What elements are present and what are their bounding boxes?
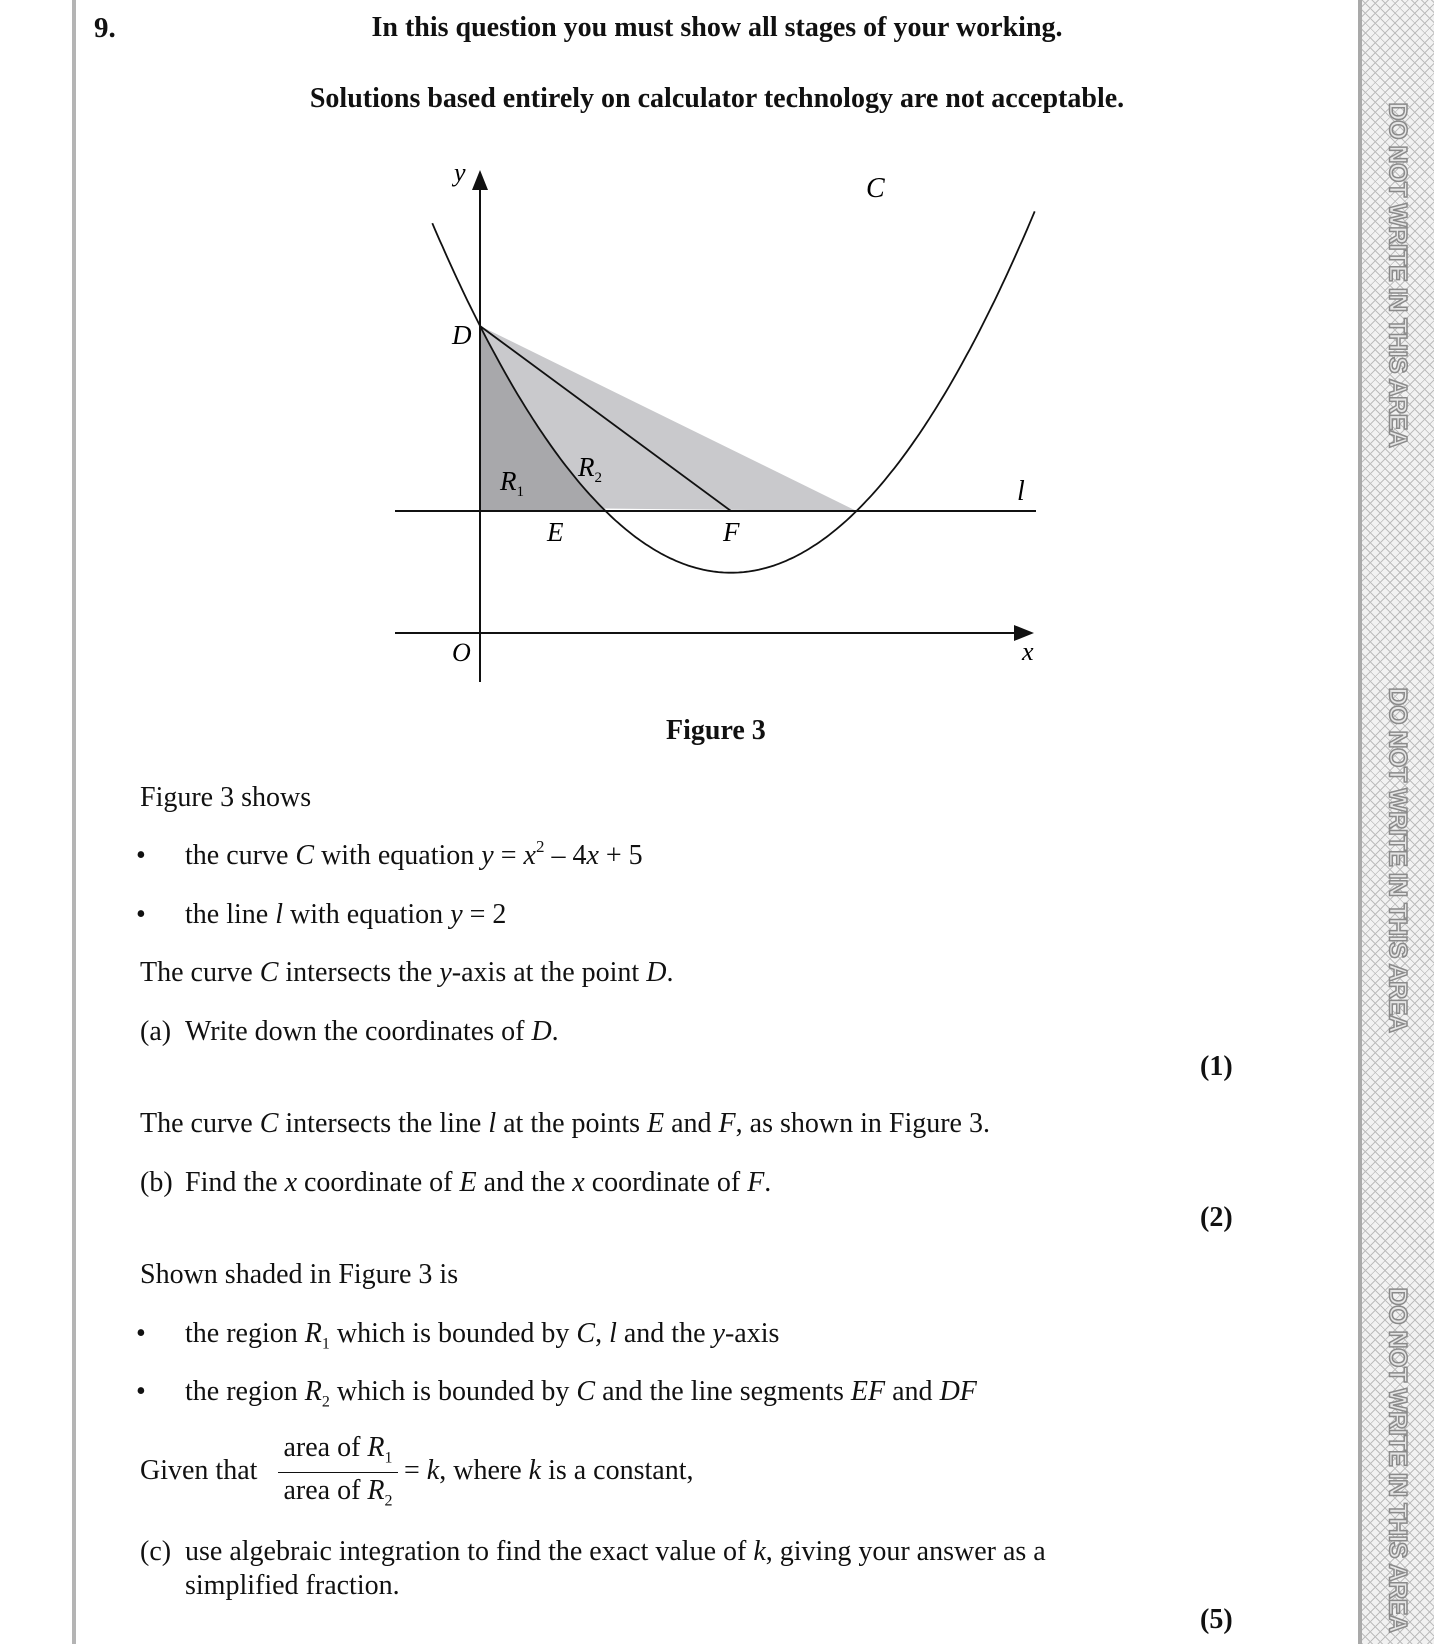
area-ratio-fraction [278, 1432, 398, 1510]
do-not-write-label: DO NOT WRITE IN THIS AREA [1383, 102, 1412, 448]
part-b-question: Find the x coordinate of E and the x coordinate of F. [185, 1167, 772, 1198]
point-d-label: D [452, 320, 472, 350]
figure-intro: Figure 3 shows [140, 782, 312, 813]
part-c-marks: (5) [1200, 1604, 1233, 1635]
region-r2-label: $R_2$ [578, 452, 602, 486]
y-axis-arrow [472, 170, 488, 190]
given-equals-k: = k, where k is a constant, [404, 1455, 694, 1486]
origin-label: O [452, 638, 471, 667]
region-r1-label: $R_1$ [500, 466, 524, 500]
y-axis-label: y [454, 158, 466, 187]
part-c-question-line2: simplified fraction. [185, 1570, 400, 1601]
given-that-label: Given that [140, 1455, 258, 1486]
intersect-ef-text: The curve C intersects the line l at the points E and F, as shown in Figure 3. [140, 1108, 990, 1139]
instruction-calculator: Solutions based entirely on calculator technology are not acceptable. [309, 83, 1125, 114]
part-b-label: (b) [140, 1167, 173, 1198]
intersect-d-text: The curve C intersects the y-axis at the point D. [140, 957, 674, 988]
bullet-region-r2: the region $R_2$ which is bounded by C and the line segments EF and DF [185, 1376, 977, 1411]
x-axis-label: x [1022, 637, 1034, 666]
bullet-dot: • [136, 899, 146, 930]
figure-caption: Figure 3 [666, 715, 766, 746]
point-f-label: F [723, 517, 740, 547]
line-l-label: l [1017, 476, 1025, 507]
question-number: 9. [94, 12, 116, 44]
part-b-marks: (2) [1200, 1202, 1233, 1233]
instruction-working: In this question you must show all stages of your working. [371, 12, 1063, 43]
shaded-intro: Shown shaded in Figure 3 is [140, 1259, 459, 1290]
bullet-region-r1: the region $R_1$ which is bounded by C, l and the y-axis [185, 1318, 780, 1353]
fraction-numerator: area of $R_1$ [278, 1432, 398, 1473]
bullet-line-equation: the line l with equation y = 2 [185, 899, 507, 930]
curve-c-label: C [866, 173, 885, 204]
bullet-dot: • [136, 1318, 146, 1349]
bullet-curve-equation: the curve C with equation $y = x^2 - 4x + 5$ [185, 837, 643, 871]
part-a-question: Write down the coordinates of D. [185, 1016, 559, 1047]
point-e-label: E [547, 517, 564, 547]
bullet-dot: • [136, 840, 146, 871]
fraction-denominator: area of $R_2$ [283, 1474, 393, 1510]
part-c-label: (c) [140, 1536, 172, 1567]
bullet-dot: • [136, 1376, 146, 1407]
part-c-question-line1: use algebraic integration to find the exact value of k, giving your answer as a [185, 1536, 1046, 1567]
part-a-label: (a) [140, 1016, 172, 1047]
do-not-write-label: DO NOT WRITE IN THIS AREA [1383, 1287, 1412, 1633]
part-a-marks: (1) [1200, 1051, 1233, 1082]
do-not-write-label: DO NOT WRITE IN THIS AREA [1383, 687, 1412, 1033]
